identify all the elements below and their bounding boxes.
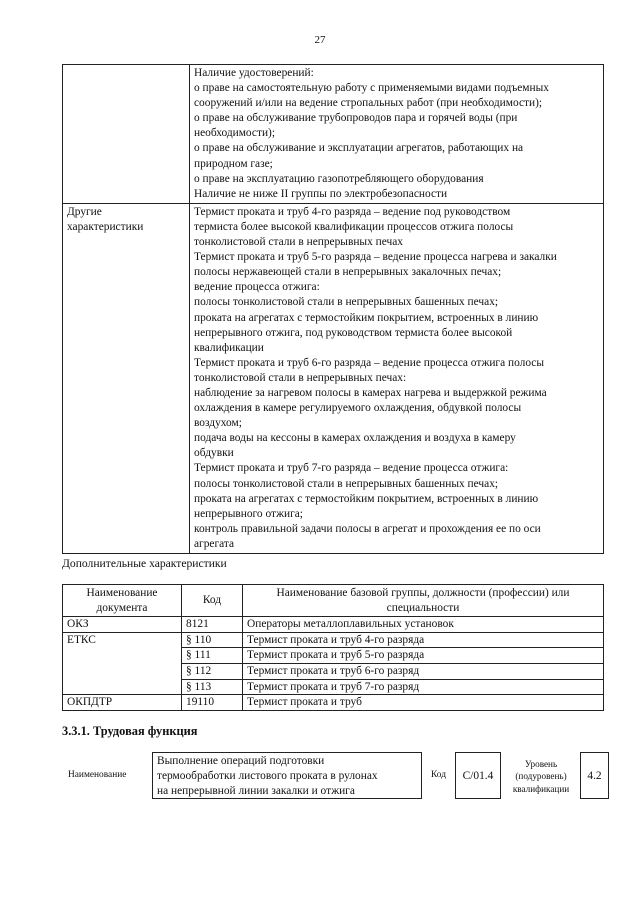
text-line: агрегата [194, 537, 235, 550]
text-line: охлаждения в камере регулируемого охлаждения, обдувкой полосы [194, 402, 522, 415]
text-line: тонколистовой стали в непрерывных печах [194, 236, 403, 249]
header-document [63, 585, 182, 617]
page-number: 27 [314, 34, 326, 46]
code-cell: § 113 [182, 679, 243, 695]
certificates-cell [190, 65, 604, 204]
header-line: Наименование [86, 587, 158, 599]
header-line: специальности [386, 601, 460, 614]
text-line: природном газе; [194, 157, 273, 170]
doc-cell: ОКПДТР [63, 695, 182, 711]
name-cell: Операторы металлоплавильных установок [243, 617, 604, 633]
text-line: непрерывного отжига, под руководством термиста более высокой [194, 326, 513, 339]
text-line: Термист проката и труб 6-го разряда – ведение процесса отжига полосы [194, 356, 545, 369]
level-label-line: (подуровень) [515, 771, 567, 782]
doc-cell: ЕТКС [63, 632, 182, 694]
table-row [63, 617, 604, 633]
text-line: о праве на обслуживание и эксплуатации агрегатов, работающих на [194, 142, 524, 155]
name-line: Выполнение операций подготовки [157, 755, 325, 767]
table-header-row [63, 585, 604, 617]
qualification-level-label [504, 758, 578, 795]
text-line: термиста более высокой квалификации процессов отжига полосы [194, 220, 514, 233]
name-line: термообработки листового проката в рулонах [157, 770, 378, 783]
header-code: Код [182, 585, 243, 617]
text-line: о праве на эксплуатацию газопотребляющего оборудования [194, 172, 484, 185]
text-line: Термист проката и труб 5-го разряда – ведение процесса нагрева и закалки [194, 251, 557, 264]
text-line: проката на агрегатах с термостойким покрытием, встроенных в линию [194, 492, 539, 505]
labor-function-code-box: C/01.4 [455, 752, 501, 799]
text-line: необходимости); [194, 127, 276, 140]
code-cell: § 112 [182, 663, 243, 679]
name-cell: Термист проката и труб [243, 695, 604, 711]
name-cell: Термист проката и труб 7-го разряд [243, 679, 604, 695]
text-line: контроль правильной задачи полосы в агрегат и прохождения ее по оси [194, 522, 541, 535]
other-characteristics-cell [190, 203, 604, 553]
code-cell: 19110 [182, 695, 243, 711]
text-line: полосы нержавеющей стали в непрерывных закалочных печах; [194, 266, 502, 279]
additional-characteristics-caption: Дополнительные характеристики [62, 557, 227, 570]
text-line: о праве на самостоятельную работу с применяемыми видами подъемных [194, 82, 549, 95]
code-cell: § 111 [182, 648, 243, 664]
text-line: воздухом; [194, 417, 242, 430]
header-line: Наименование базовой группы, должности (профессии) или [276, 587, 570, 599]
text-line: проката на агрегатах с термостойким покрытием, встроенных в линию [194, 311, 539, 324]
text-line: квалификации [194, 341, 264, 354]
name-line: на непрерывной линии закалки и отжига [157, 785, 355, 798]
text-line: Наличие удостоверений: [194, 67, 314, 79]
text-line: тонколистовой стали в непрерывных печах: [194, 371, 407, 384]
row-label-empty [63, 65, 190, 204]
text-line: Термист проката и труб 4-го разряда – ведение под руководством [194, 205, 511, 218]
text-line: Термист проката и труб 7-го разряда – ведение процесса отжига: [194, 462, 509, 475]
table-row [63, 203, 604, 553]
labor-function-name-label: Наименование [68, 770, 127, 780]
text-line: подача воды на кессоны в камерах охлаждения и воздуха в камеру [194, 432, 516, 445]
table-row [63, 632, 604, 648]
text-line: сооружений и/или на ведение стропальных работ (при необходимости); [194, 97, 543, 110]
name-cell: Термист проката и труб 4-го разряда [243, 632, 604, 648]
labor-function-name-box [152, 752, 422, 799]
code-cell: 8121 [182, 617, 243, 633]
text-line: полосы тонколистовой стали в непрерывных башенных печах; [194, 477, 499, 490]
table-row [63, 695, 604, 711]
name-cell: Термист проката и труб 5-го разряда [243, 648, 604, 664]
text-line: непрерывного отжига; [194, 507, 303, 520]
code-cell: § 110 [182, 632, 243, 648]
doc-cell: ОКЗ [63, 617, 182, 633]
labor-function-code-label: Код [431, 770, 446, 780]
text-line: обдувки [194, 447, 234, 460]
other-characteristics-label [63, 203, 190, 553]
text-line: наблюдение за нагревом полосы в камерах нагрева и выдержкой режима [194, 386, 547, 399]
header-name [243, 585, 604, 617]
level-label-line: Уровень [524, 759, 558, 769]
text-line: полосы тонколистовой стали в непрерывных башенных печах; [194, 296, 499, 309]
qualification-level-box: 4.2 [580, 752, 609, 799]
table-row [63, 65, 604, 204]
requirements-table [62, 64, 604, 554]
header-line: документа [96, 601, 148, 614]
section-heading: 3.3.1. Трудовая функция [62, 724, 198, 738]
text-line: ведение процесса отжига: [194, 281, 320, 294]
label-line: характеристики [67, 220, 144, 233]
name-cell: Термист проката и труб 6-го разряд [243, 663, 604, 679]
text-line: Наличие не ниже II группы по электробезопасности [194, 187, 448, 200]
additional-characteristics-table [62, 584, 604, 711]
label-line: Другие [67, 205, 102, 218]
text-line: о праве на обслуживание трубопроводов пара и горячей воды (при [194, 112, 518, 125]
level-label-line: квалификации [512, 783, 570, 794]
